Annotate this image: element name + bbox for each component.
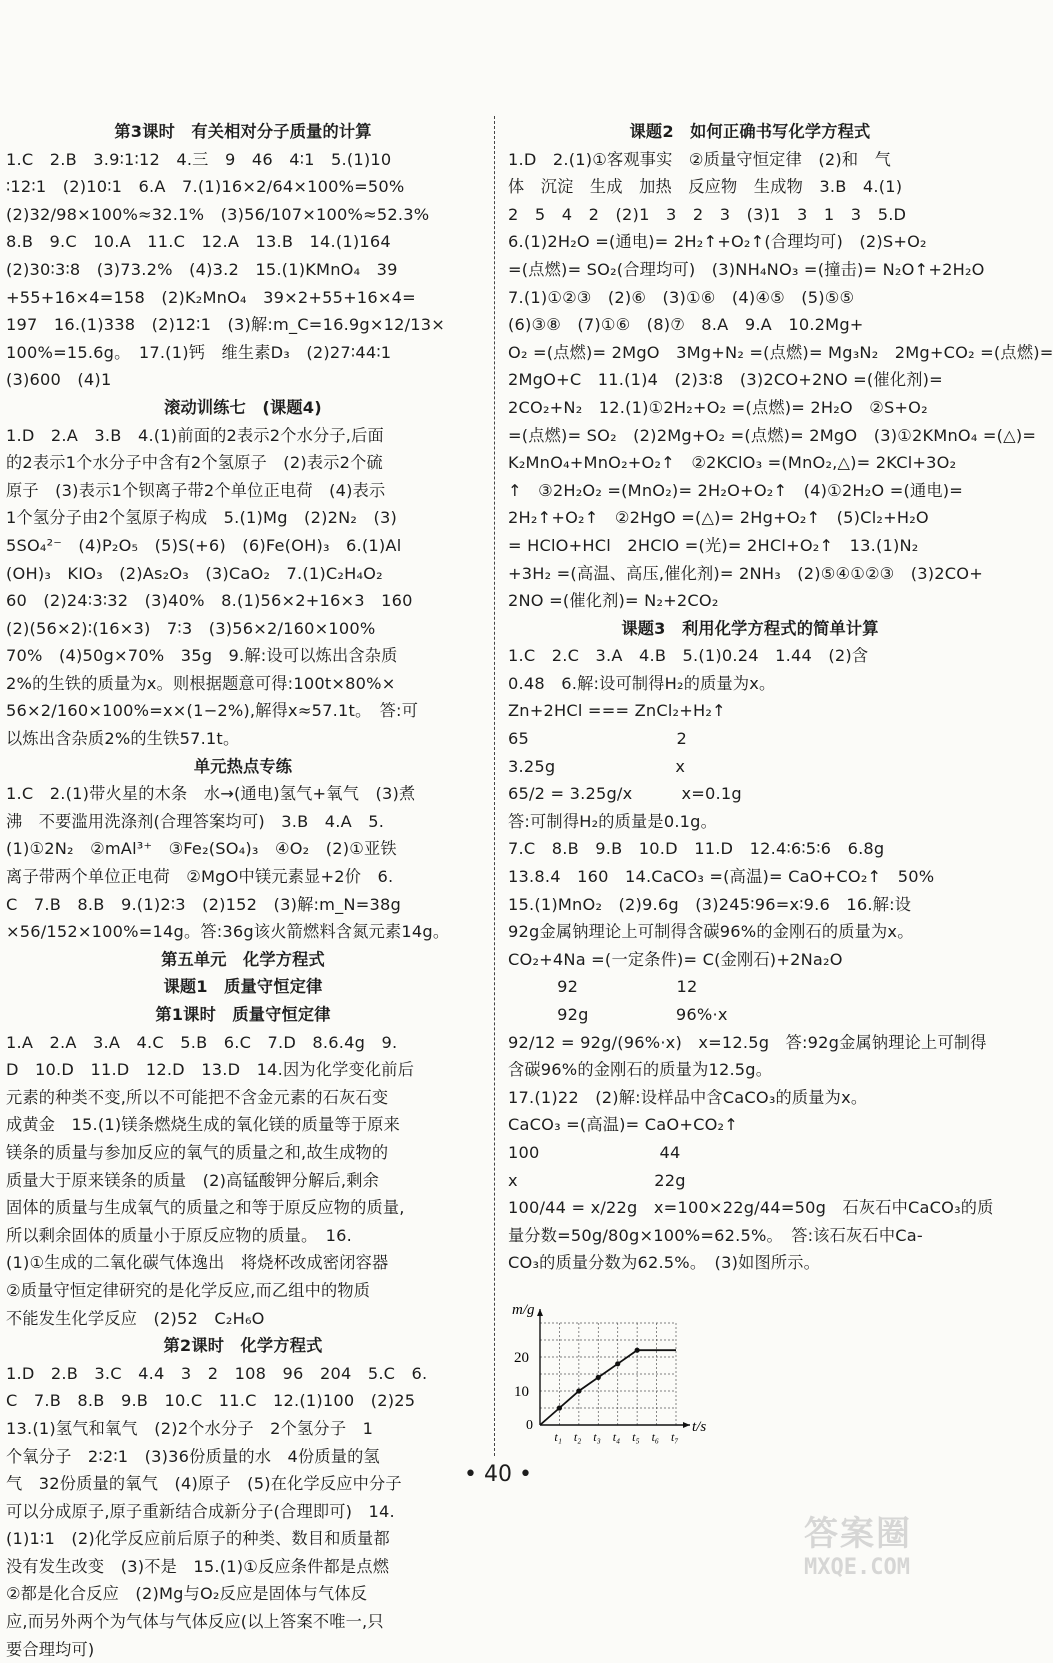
- answer-line: 6.(1)2H₂O =(通电)= 2H₂↑+O₂↑(合理均可) (2)S+O₂: [508, 232, 927, 252]
- data-point: [596, 1375, 601, 1380]
- answer-line: 7.(1)①②③ (2)⑥ (3)①⑥ (4)④⑤ (5)⑤⑤: [508, 287, 855, 307]
- answer-line: 要合理均可): [6, 1639, 95, 1659]
- answer-line: 成黄金 15.(1)镁条燃烧生成的氧化镁的质量等于原来: [6, 1115, 401, 1135]
- answer-line: Zn+2HCl === ZnCl₂+H₂↑: [508, 701, 726, 721]
- left-column: [6, 118, 480, 1663]
- section-heading: 第五单元 化学方程式: [161, 949, 325, 969]
- answer-line: 不能发生化学反应 (2)52 C₂H₆O: [6, 1308, 265, 1328]
- y-axis-label: m/g: [512, 1302, 535, 1318]
- x-tick-label: t₇: [671, 1430, 679, 1444]
- answer-line: 100/44 = x/22g x=100×22g/44=50g 石灰石中CaCO₃的质: [508, 1198, 994, 1218]
- answer-line: = HClO+HCl 2HClO =(光)= 2HCl+O₂↑ 13.(1)N₂: [508, 535, 919, 555]
- answer-line: 1.C 2.(1)带火星的木条 水→(通电)氢气+氧气 (3)煮: [6, 784, 416, 804]
- answer-line: ②质量守恒定律研究的是化学反应,而乙组中的物质: [6, 1280, 371, 1300]
- column-divider: [494, 116, 495, 1456]
- answer-line: +55+16×4=158 (2)K₂MnO₄ 39×2+55+16×4=: [6, 287, 416, 307]
- answer-line: (1)①生成的二氧化碳气体逸出 将烧杯改成密闭容器: [6, 1253, 389, 1273]
- x-axis-arrow: [683, 1422, 690, 1428]
- answer-line: (OH)₃ KIO₃ (2)As₂O₃ (3)CaO₂ 7.(1)C₂H₄O₂: [6, 563, 383, 583]
- x-tick-label: t₅: [632, 1430, 640, 1444]
- answer-line: 元素的种类不变,所以不可能把不含金元素的石灰石变: [6, 1087, 389, 1107]
- section-heading: 课题3 利用化学方程式的简单计算: [621, 618, 879, 638]
- answer-line: =(点燃)= SO₂ (2)2Mg+O₂ =(点燃)= 2MgO (3)①2KMnO₄ =(△)=: [508, 425, 1037, 445]
- answer-line: ②都是化合反应 (2)Mg与O₂反应是固体与气体反: [6, 1584, 368, 1604]
- answer-line: 镁条的质量与参加反应的氧气的质量之和,故生成物的: [6, 1142, 389, 1162]
- answer-line: 以炼出含杂质2%的生铁57.1t。: [6, 729, 240, 749]
- answer-line: 2NO =(催化剂)= N₂+2CO₂: [508, 591, 719, 611]
- section-heading: 滚动训练七 (课题4): [164, 397, 322, 417]
- answer-line: CaCO₃ =(高温)= CaO+CO₂↑: [508, 1115, 739, 1135]
- data-point: [576, 1388, 581, 1393]
- answer-line: 2 5 4 2 (2)1 3 2 3 (3)1 3 1 3 5.D: [508, 204, 907, 224]
- data-point: [557, 1405, 562, 1410]
- y-axis-arrow: [537, 1309, 543, 1316]
- mass-time-chart: [508, 1300, 708, 1450]
- answer-line: ∶12∶1 (2)10∶1 6.A 7.(1)16×2/64×100%=50%: [6, 177, 405, 197]
- x-axis-label: t/s: [692, 1419, 707, 1435]
- answer-line: 沸 不要滥用洗涤剂(合理答案均可) 3.B 4.A 5.: [6, 811, 385, 831]
- section-heading: 课题2 如何正确书写化学方程式: [629, 122, 871, 141]
- answer-line: 100%=15.6g。 17.(1)钙 维生素D₃ (2)27∶44∶1: [6, 342, 392, 362]
- answer-line: 可以分成原子,原子重新结合成新分子(合理即可) 14.: [6, 1501, 395, 1521]
- section-heading: 课题1 质量守恒定律: [163, 977, 323, 997]
- answer-line: 0.48 6.解:设可制得H₂的质量为x。: [508, 673, 776, 693]
- answer-line: 没有发生改变 (3)不是 15.(1)①反应条件都是点燃: [6, 1556, 390, 1576]
- data-point: [615, 1361, 620, 1366]
- answer-line: 92/12 = 92g/(96%·x) x=12.5g 答:92g金属钠理论上可制得: [508, 1032, 987, 1052]
- answer-line: 的2表示1个水分子中含有2个氢原子 (2)表示2个硫: [6, 453, 383, 473]
- answer-line: 70% (4)50g×70% 35g 9.解:设可以炼出含杂质: [6, 646, 398, 666]
- answer-line: 1.C 2.B 3.9∶1∶12 4.三 9 46 4∶1 5.(1)10: [6, 149, 392, 169]
- answer-line: 197 16.(1)338 (2)12∶1 (3)解:m_C=16.9g×12/13×: [6, 315, 446, 335]
- answer-line: ×56/152×100%=14g。答:36g该火箭燃料含氮元素14g。: [6, 922, 450, 942]
- answer-line: 含碳96%的金刚石的质量为12.5g。: [508, 1060, 773, 1080]
- answer-line: 1.D 2.A 3.B 4.(1)前面的2表示2个水分子,后面: [6, 425, 384, 445]
- answer-line: 92g 96%·x: [508, 1005, 728, 1024]
- answer-line: (3)600 (4)1: [6, 370, 112, 390]
- answer-line: 65 2: [508, 729, 687, 749]
- answer-line: 1.A 2.A 3.A 4.C 5.B 6.C 7.D 8.6.4g 9.: [6, 1032, 398, 1052]
- answer-line: (2)(56×2)∶(16×3) 7∶3 (3)56×2/160×100%: [6, 618, 376, 638]
- answer-line: =(点燃)= SO₂(合理均可) (3)NH₄NO₃ =(撞击)= N₂O↑+2H₂O: [508, 259, 985, 279]
- answer-line: 原子 (3)表示1个钡离子带2个单位正电荷 (4)表示: [6, 480, 386, 500]
- section-heading: 第2课时 化学方程式: [163, 1336, 323, 1356]
- section-heading: 第3课时 有关相对分子质量的计算: [114, 122, 372, 141]
- answer-line: C 7.B 8.B 9.(1)2∶3 (2)152 (3)解:m_N=38g: [6, 894, 401, 914]
- answer-line: 2H₂↑+O₂↑ ②2HgO =(△)= 2Hg+O₂↑ (5)Cl₂+H₂O: [508, 508, 929, 528]
- answer-line: 3.25g x: [508, 756, 686, 776]
- answer-line: (2)32/98×100%≈32.1% (3)56/107×100%≈52.3%: [6, 204, 430, 224]
- answer-line: CO₂+4Na =(一定条件)= C(金刚石)+2Na₂O: [508, 949, 843, 969]
- answer-line: CO₃的质量分数为62.5%。 (3)如图所示。: [508, 1253, 821, 1273]
- answer-line: 15.(1)MnO₂ (2)9.6g (3)245∶96=x∶9.6 16.解:设: [508, 894, 912, 914]
- answer-line: (2)30∶3∶8 (3)73.2% (4)3.2 15.(1)KMnO₄ 39: [6, 259, 398, 279]
- watermark-url: MXQE.COM: [804, 1555, 910, 1580]
- answer-line: 体 沉淀 生成 加热 反应物 生成物 3.B 4.(1): [508, 177, 903, 197]
- answer-line: 质量大于原来镁条的质量 (2)高锰酸钾分解后,剩余: [6, 1170, 380, 1190]
- answer-line: C 7.B 8.B 9.B 10.C 11.C 12.(1)100 (2)25: [6, 1391, 416, 1411]
- answer-line: 2%的生铁的质量为x。则根据题意可得:100t×80%×: [6, 673, 396, 693]
- answer-line: (1)1∶1 (2)化学反应前后原子的种类、数目和质量都: [6, 1529, 390, 1549]
- page-number: • 40 •: [464, 1462, 532, 1487]
- answer-line: 92g金属钠理论上可制得含碳96%的金刚石的质量为x。: [508, 922, 914, 942]
- answer-line: 60 (2)24∶3∶32 (3)40% 8.(1)56×2+16×3 160: [6, 591, 413, 611]
- answer-line: ↑ ③2H₂O₂ =(MnO₂)= 2H₂O+O₂↑ (4)①2H₂O =(通电)=: [508, 480, 964, 500]
- right-column: [508, 118, 1053, 1277]
- answer-line: 13.(1)氢气和氧气 (2)2个水分子 2个氢分子 1: [6, 1418, 374, 1438]
- answer-line: K₂MnO₄+MnO₂+O₂↑ ②2KClO₃ =(MnO₂,△)= 2KCl+3O₂: [508, 453, 957, 473]
- answer-line: 1.D 2.B 3.C 4.4 3 2 108 96 204 5.C 6.: [6, 1363, 428, 1383]
- x-tick-label: t₄: [612, 1430, 621, 1444]
- x-tick-label: t₁: [554, 1430, 562, 1444]
- answer-line: 固体的质量与生成氧气的质量之和等于原反应物的质量,: [6, 1198, 405, 1218]
- answer-line: (6)③⑧ (7)①⑥ (8)⑦ 8.A 9.A 10.2Mg+: [508, 315, 864, 335]
- answer-line: 所以剩余固体的质量小于原反应物的质量。 16.: [6, 1225, 352, 1245]
- answer-line: 应,而另外两个为气体与气体反应(以上答案不唯一,只: [6, 1612, 384, 1632]
- watermark-title: 答案圈: [804, 1514, 912, 1554]
- answer-line: 1.D 2.(1)①客观事实 ②质量守恒定律 (2)和 气: [508, 149, 892, 169]
- answer-line: 65/2 = 3.25g/x x=0.1g: [508, 784, 742, 804]
- answer-line: (1)①2N₂ ②mAl³⁺ ③Fe₂(SO₄)₃ ④O₂ (2)①亚铁: [6, 839, 397, 859]
- answer-line: 个氧分子 2∶2∶1 (3)36份质量的水 4份质量的氢: [6, 1446, 380, 1466]
- data-series-line: [540, 1350, 676, 1425]
- answer-line: 离子带两个单位正电荷 ②MgO中镁元素显+2价 6.: [6, 867, 394, 887]
- data-point: [635, 1348, 640, 1353]
- answer-line: 答:可制得H₂的质量是0.1g。: [508, 811, 718, 831]
- answer-line: D 10.D 11.D 12.D 13.D 14.因为化学变化前后: [6, 1060, 415, 1080]
- answer-line: 100 44: [508, 1142, 681, 1162]
- x-tick-label: t₆: [651, 1430, 660, 1444]
- y-tick-label: 10: [514, 1384, 529, 1400]
- answer-line: 17.(1)22 (2)解:设样品中含CaCO₃的质量为x。: [508, 1087, 868, 1107]
- answer-line: 5SO₄²⁻ (4)P₂O₅ (5)S(+6) (6)Fe(OH)₃ 6.(1)Al: [6, 535, 402, 555]
- answer-line: 2CO₂+N₂ 12.(1)①2H₂+O₂ =(点燃)= 2H₂O ②S+O₂: [508, 397, 928, 417]
- answer-line: 92 12: [508, 977, 698, 997]
- answer-line: 1.C 2.C 3.A 4.B 5.(1)0.24 1.44 (2)含: [508, 646, 869, 666]
- x-tick-label: t₂: [573, 1430, 582, 1444]
- y-tick-label: 20: [514, 1350, 529, 1366]
- answer-line: 56×2/160×100%=x×(1−2%),解得x≈57.1t。 答:可: [6, 701, 419, 721]
- answer-line: 8.B 9.C 10.A 11.C 12.A 13.B 14.(1)164: [6, 232, 391, 252]
- answer-line: 1个氢分子由2个氢原子构成 5.(1)Mg (2)2N₂ (3): [6, 508, 397, 528]
- origin-label: 0: [526, 1418, 533, 1433]
- answer-line: 气 32份质量的氧气 (4)原子 (5)在化学反应中分子: [6, 1474, 402, 1494]
- answer-line: 量分数=50g/80g×100%=62.5%。 答:该石灰石中Ca-: [508, 1225, 923, 1245]
- section-heading: 单元热点专练: [193, 756, 293, 776]
- answer-line: O₂ =(点燃)= 2MgO 3Mg+N₂ =(点燃)= Mg₃N₂ 2Mg+CO₂ =(点燃)=: [508, 342, 1053, 362]
- answer-line: 2MgO+C 11.(1)4 (2)3∶8 (3)2CO+2NO =(催化剂)=: [508, 370, 943, 390]
- answer-line: +3H₂ =(高温、高压,催化剂)= 2NH₃ (2)⑤④①②③ (3)2CO+: [508, 563, 983, 583]
- answer-line: 7.C 8.B 9.B 10.D 11.D 12.4∶6∶5∶6 6.8g: [508, 839, 885, 859]
- watermark-logo: [804, 1506, 974, 1592]
- x-tick-label: t₃: [593, 1430, 601, 1444]
- section-heading: 第1课时 质量守恒定律: [155, 1005, 331, 1024]
- answer-line: 13.8.4 160 14.CaCO₃ =(高温)= CaO+CO₂↑ 50%: [508, 867, 935, 887]
- answer-line: x 22g: [508, 1170, 686, 1190]
